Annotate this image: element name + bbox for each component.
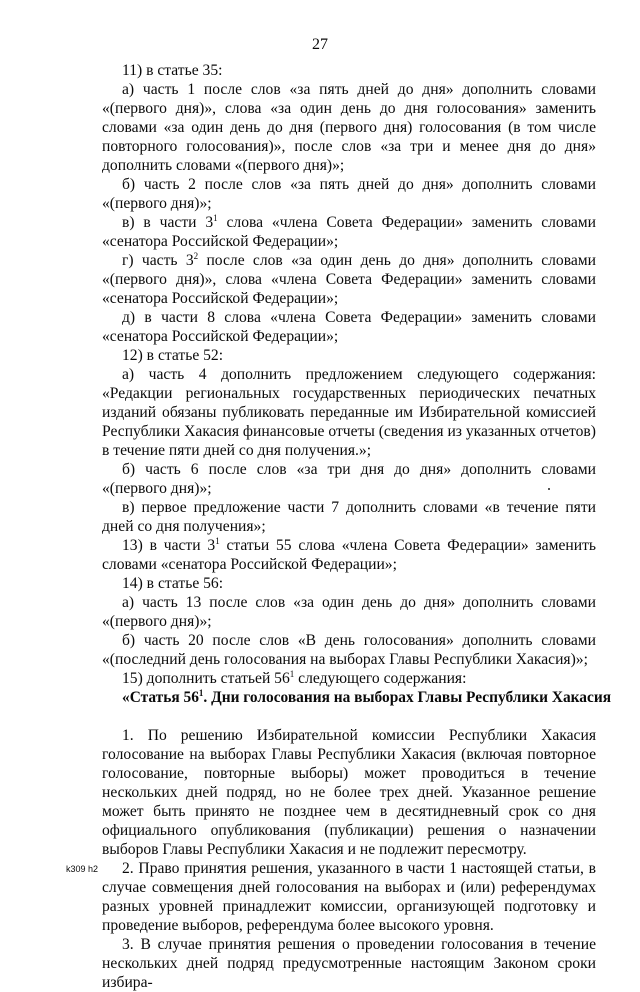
paragraph-text: в) в части 3 [122, 214, 214, 231]
article-part: 1. По решению Избирательной комиссии Республики Хакасия голосование на выборах Главы Республики Хакасия (включая повторное голосование, повторные выборы) может проводиться в течение нескольких дней подряд, но не более трех дней. Указанное решение может быть принято не позднее чем в десятидневный срок со дня официального опубликования (публикации) решения о назначении выборов Главы Республики Хакасия и не подлежит пересмотру. [102, 727, 596, 858]
paragraph: а) часть 1 после слов «за пять дней до дня» дополнить словами «(первого дня)», слова «за один день до дня голосования» заменить словами «за один день до дня (первого дня) голосования (в том числе повторного голосования)», после слов «за три и менее дня до дня» дополнить словами «(первого дня)»; [102, 81, 596, 174]
scan-speck [548, 488, 550, 490]
superscript: 1 [213, 213, 218, 223]
paragraph [102, 669, 596, 688]
superscript: 2 [193, 251, 199, 261]
paragraph: 11) в статье 35: [122, 62, 223, 79]
paragraph: а) часть 13 после слов «за один день до дня» дополнить словами «(первого дня)»; [102, 594, 596, 630]
paragraph [102, 213, 596, 251]
paragraph: б) часть 6 после слов «за три дня до дня» дополнить словами «(первого дня)»; [102, 461, 596, 497]
spacer [102, 707, 596, 726]
paragraph [102, 251, 596, 308]
paragraph: б) часть 2 после слов «за пять дней до дня» дополнить словами «(первого дня)»; [102, 176, 596, 212]
paragraph: 12) в статье 52: [122, 347, 224, 364]
heading-text: . Дни голосования на выборах Главы Республики Хакасия [203, 689, 612, 706]
footer-code: k309 h2 [66, 864, 99, 874]
article-part: 2. Право принятия решения, указанного в части 1 настоящей статьи, в случае совмещения дней голосования на выборах и (или) референдумах разных уровней принадлежит комиссии, организующей подготовку и проведение выборов, референдума более высокого уровня. [102, 860, 596, 934]
superscript: 1 [215, 536, 220, 546]
page-number: 27 [312, 36, 328, 53]
paragraph-text: г) часть 3 [122, 252, 194, 269]
paragraph-text: после слов «за один день до дня» дополнить словами «(первого дня)», слова «члена Совета Федерации» заменить словами «сенатора Российской Федерации»; [102, 252, 596, 307]
article-heading [102, 688, 612, 707]
superscript: 1 [289, 669, 295, 679]
superscript: 1 [198, 688, 204, 698]
paragraph-text: 13) в части 3 [122, 537, 216, 554]
paragraph: б) часть 20 после слов «В день голосования» дополнить словами «(последний день голосования на выборах Главы Республики Хакасия)»; [102, 632, 596, 668]
paragraph: 14) в статье 56: [122, 575, 224, 592]
paragraph-text: слова «члена Совета Федерации» заменить словами «сенатора Российской Федерации»; [102, 214, 596, 250]
paragraph: а) часть 4 дополнить предложением следующего содержания: «Редакции региональных государственных периодических печатных изданий обязаны публиковать переданные им Избирательной комиссией Республики Хакасия финансовые отчеты (сведения из указанных отчетов) в течение пяти дней со дня получения.»; [102, 366, 596, 459]
paragraph-text: 15) дополнить статьей 56 [122, 670, 290, 687]
paragraph [102, 536, 596, 574]
paragraph-text: статьи 55 слова «члена Совета Федерации» заменить словами «сенатора Российской Федерации»; [102, 537, 596, 573]
paragraph: в) первое предложение части 7 дополнить словами «в течение пяти дней со дня получения»; [102, 499, 596, 535]
document-body [102, 61, 612, 992]
heading-text: «Статья 56 [122, 689, 199, 706]
paragraph: д) в части 8 слова «члена Совета Федерации» заменить словами «сенатора Российской Федерации»; [102, 309, 596, 345]
article-part: 3. В случае принятия решения о проведении голосования в течение нескольких дней подряд предусмотренные настоящим Законом сроки избира- [102, 936, 596, 991]
paragraph-text: следующего содержания: [294, 670, 467, 687]
